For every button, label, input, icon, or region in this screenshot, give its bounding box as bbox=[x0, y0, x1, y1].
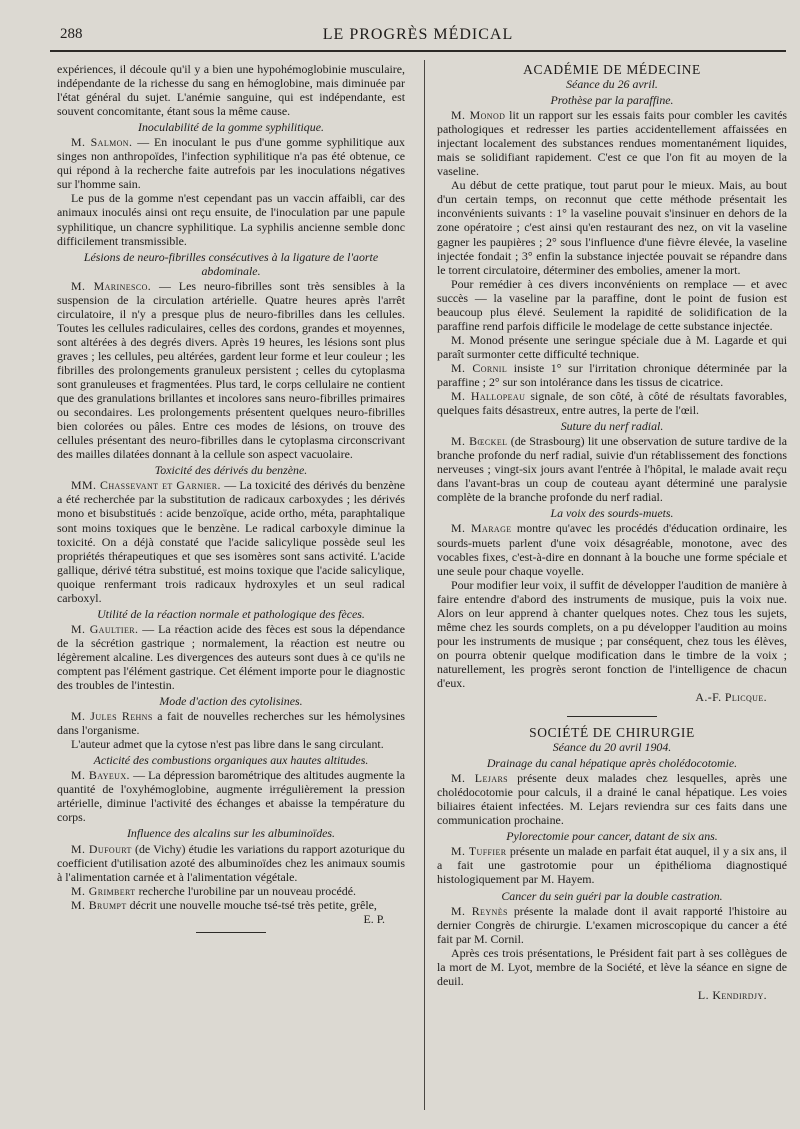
paragraph-text: (de Strasbourg) lit une observation de suture tardive de la branche profonde du nerf radial, suivie d'un rétablissement des fonctions nerveuses ; vingt-six jours avant l'entrée à l'hôpital, le malade avait reçu dans l'avant-bras un coup de couteau ayant déterminé une paralysie complète de la branche profonde du nerf radial. bbox=[437, 434, 787, 505]
section-heading: Influence des alcalins sur les albuminoïdes. bbox=[126, 826, 336, 841]
section-heading: Mode d'action des cytolisines. bbox=[159, 694, 303, 709]
paragraph bbox=[57, 898, 405, 912]
paragraph-text: a fait de nouvelles recherches sur les hémolysines dans l'organisme. bbox=[57, 709, 405, 738]
signature: A.-F. Plicque. bbox=[695, 690, 767, 705]
paragraph: Le pus de la gomme n'est cependant pas un vaccin affaibli, car des animaux inoculés ainsi ont reçu ensuite, de l'inoculation par une papule syphilitique, un chancre syphilitique. La syphilis ancienne semble donc difficilement transmissible. bbox=[57, 191, 405, 248]
end-rule bbox=[196, 932, 266, 933]
session-date: Séance du 26 avril. bbox=[566, 77, 658, 91]
section-heading: Utilité de la réaction normale et pathologique des fèces. bbox=[97, 606, 365, 621]
author-name: M. Bayeux. bbox=[71, 768, 130, 783]
paragraph-text: présente un malade en parfait état auquel, il y a six ans, il a fait une gastrotomie pour un épithélioma diagnostiqué histologiquement par M. Hayem. bbox=[437, 844, 787, 887]
section-heading: La voix des sourds-muets. bbox=[550, 506, 674, 521]
intro-paragraph: expériences, il découle qu'il y a bien une hypohémoglobinie musculaire, indépendante de la richesse du sang en hémoglobine, mais diminuée par l'état général du sujet. L'anémie sanguine, qui est indépendante, est souvent concomitante, étant sous la même cause. bbox=[57, 62, 405, 119]
paragraph bbox=[57, 768, 405, 824]
society-title: ACADÉMIE DE MÉDECINE bbox=[523, 62, 701, 77]
section-heading: Lésions de neuro-fibrilles consécutives à la ligature de l'aorte abdominale. bbox=[83, 249, 379, 278]
paragraph bbox=[437, 361, 787, 389]
section-heading: Pylorectomie pour cancer, datant de six ans. bbox=[506, 829, 718, 844]
section-heading: Acticité des combustions organiques aux hautes altitudes. bbox=[93, 753, 369, 768]
section-heading: Prothèse par la paraffine. bbox=[550, 93, 674, 108]
author-name: M. Dufourt bbox=[71, 841, 132, 856]
paragraph bbox=[57, 842, 405, 884]
paragraph-text: — En inoculant le pus d'une gomme syphilitique aux singes non anthropoïdes, l'infection syphilitique n'a pas été obtenue, ce qui répond à la recherche faite autrefois par les inoculations négatives sur l'homme sain. bbox=[57, 135, 405, 192]
paragraph bbox=[57, 622, 405, 692]
section-heading: Toxicité des dérivés du benzène. bbox=[154, 463, 308, 478]
paragraph-text: recherche l'urobiline par un nouveau procédé. bbox=[135, 883, 356, 898]
paragraph-text: — La toxicité des dérivés du benzène a été recherchée par la substitution de radicaux carboxydes ; les dérivés mono et bisubstitués : acide benzoïque, acide ortho, méta, paraphtalique sont moins toxiques que le benzène. Le radical carboxyle diminue la toxicité. On a déjà constaté que l'acide salicylique possède seul les propriétés thérapeutiques et que ses isomères sont sans activité. L'acide gallique, dérivé tétra substitué, est moins toxique que l'acide salicylique, quoique renfermant trois radicaux hydroxyles et un seul radical carboxyl. bbox=[57, 478, 405, 605]
author-name: M. Brumpt bbox=[71, 897, 127, 912]
author-name: M. Hallopeau bbox=[451, 389, 526, 404]
paragraph bbox=[57, 884, 405, 898]
paragraph bbox=[57, 279, 405, 462]
author-name: M. Cornil bbox=[451, 360, 508, 375]
paragraph-text: — Les neuro-fibrilles sont très sensibles à la suspension de la circulation artérielle. Quatre heures après l'arrêt circulatoire, il n'y a presque plus de neuro-fibrilles dans les cellules. Toutes les cellules radiculaires, celles des cordons, grandes et moyennes, sont altérées à des degrés divers. Après 19 heures, les lésions sont plus graves ; les cellules, peu altérées, gardent leur forme et leur couleur ; les fibrilles des prolongements granuleux persistent ; celles du cytoplasma sont granuleuses et fragmentées. Plus tard, le corps cellulaire ne contient que des granulations brillantes et incolores sans neuro-fibrilles primaires ou secondaires. Les prolongements présentent quelques neuro-fibrilles bien colorées ou pâles. Entre ces modes de lésions, on trouve des cellules présentant des neuro-fibrilles dans le cytoplasma circonscrivant des mailles dilatées donnant à la cellule son aspect vacuolaire. bbox=[57, 278, 405, 462]
paragraph bbox=[57, 709, 405, 737]
author-name: M. Salmon. bbox=[71, 135, 133, 150]
paragraph bbox=[437, 521, 787, 577]
paragraph bbox=[437, 389, 787, 417]
author-name: M. Jules Rehns bbox=[71, 709, 153, 724]
paragraph bbox=[57, 135, 405, 191]
paragraph bbox=[437, 434, 787, 504]
paragraph: M. Monod présente une seringue spéciale due à M. Lagarde et qui paraît surmonter cette difficulté technique. bbox=[437, 332, 787, 361]
session-date: Séance du 20 avril 1904. bbox=[552, 740, 672, 755]
author-name: M. Marinesco. bbox=[71, 278, 152, 293]
paragraph bbox=[57, 478, 405, 604]
column-divider bbox=[424, 60, 425, 1110]
paragraph: L'auteur admet que la cytose n'est pas libre dans le sang circulant. bbox=[71, 737, 384, 752]
paragraph bbox=[437, 844, 787, 886]
paragraph-text: (de Vichy) étudie les variations du rapport azoturique du coefficient d'utilisation azoté des albuminoïdes chez les animaux soumis à l'alimentation carnée et à l'alimentation végétale. bbox=[57, 841, 405, 884]
society-title: SOCIÉTÉ DE CHIRURGIE bbox=[529, 725, 695, 741]
author-name: M. Bœckel bbox=[451, 434, 508, 449]
page-header bbox=[50, 26, 786, 50]
paragraph bbox=[437, 771, 787, 827]
section-rule bbox=[567, 716, 657, 717]
paragraph bbox=[437, 904, 787, 946]
right-column bbox=[437, 62, 787, 1002]
paragraph-text: lit un rapport sur les essais faits pour combler les cavités pathologiques et redresser les parties accidentellement affaissées en injectant localement des substances rendues momentanément liquides, mais se solidifiant rapidement. C'est ce que l'on fit au moyen de la vaseline. bbox=[437, 108, 787, 179]
author-name: M. Lejars bbox=[451, 771, 509, 786]
paragraph: Pour remédier à ces divers inconvénients on remplace — et avec succès — la vaseline par la paraffine, dont le point de fusion est beaucoup plus élevé. Seulement la rapidité de solidification de la paraffine rend parfois difficile le modelage de cette substance injectée. bbox=[437, 276, 787, 333]
page-number: 288 bbox=[60, 26, 83, 42]
paragraph-text: présente la malade dont il avait rapporté l'histoire au dernier Congrès de chirurgie. L'examen microscopique du cancer a été fait par M. Cornil. bbox=[437, 903, 787, 946]
author-name: M. Grimbert bbox=[71, 883, 136, 898]
section-heading: Suture du nerf radial. bbox=[560, 419, 664, 434]
signature: L. Kendirdjy. bbox=[697, 987, 767, 1002]
left-column bbox=[57, 62, 405, 937]
paragraph-text: décrit une nouvelle mouche tsé-tsé très petite, grêle, bbox=[126, 897, 377, 912]
author-name: M. Marage bbox=[451, 521, 512, 536]
paragraph-text: signale, de son côté, à côté de résultats favorables, quelques faits désastreux, entre autres, la perte de l'œil. bbox=[437, 389, 787, 418]
paragraph-text: montre qu'avec les procédés d'éducation ordinaire, les sourds-muets parlent d'une voix désagréable, monotone, avec des vocables fixes, c'est-à-dire en donnant à la bouche une forme spéciale et une seule pour chaque voyelle. bbox=[437, 521, 787, 578]
paragraph: Pour modifier leur voix, il suffit de développer l'audition de manière à faire entendre d'abord des instruments de musique, puis la voix nue. Alors on leur apprend à chanter quelques notes. Chez tous les sujets, même chez les sourds complets, on a pu développer l'audition au moins pour les instruments de musique ; par conséquent, chez tous les élèves, on pourra obtenir quelque modification dans le timbre de la voix ; naturellement, les progrès seront fonction de l'intelligence de chacun d'eux. bbox=[437, 577, 787, 690]
paragraph-text: insiste 1° sur l'irritation chronique déterminée par la paraffine ; 2° sur son intolérance dans les tissus de cicatrice. bbox=[437, 360, 787, 389]
author-name: M. Monod bbox=[451, 108, 506, 123]
section-heading: Inoculabilité de la gomme syphilitique. bbox=[138, 120, 324, 135]
section-heading: Drainage du canal hépatique après cholédocotomie. bbox=[486, 756, 738, 771]
journal-title: LE PROGRÈS MÉDICAL bbox=[322, 26, 514, 43]
paragraph: Après ces trois présentations, le Président fait part à ses collègues de la mort de M. Lyot, membre de la Société, et lève la séance en signe de deuil. bbox=[437, 945, 787, 988]
paragraph-text: — La dépression barométrique des altitudes augmente la quantité de l'oxyhémoglobine, augmente irrégulièrement la pression artérielle, diminue l'activité des échanges et abaisse la température du corps. bbox=[57, 768, 405, 825]
author-name: M. Gaultier. bbox=[71, 621, 139, 636]
author-name: M. Tuffier bbox=[451, 844, 507, 859]
paragraph bbox=[437, 108, 787, 178]
author-name: MM. Chassevant et Garnier. bbox=[71, 478, 221, 493]
paragraph: Au début de cette pratique, tout parut pour le mieux. Mais, au bout d'un certain temps, on reconnut que cette méthode présentait les inconvénients suivants : 1° la vaseline pouvait s'insinuer en dehors de la zone opératoire ; c'est ainsi qu'en restaurant des nez, on vit la vaseline gagner les paupières ; 2° sous l'influence d'une fièvre élevée, la vaseline injectée fondait ; 3° enfin la substance injectée pouvait se répandre dans le torrent circulatoire, déterminer des embolies, amener la mort. bbox=[437, 178, 787, 277]
paragraph-text: — La réaction acide des fèces est sous la dépendance de la sécrétion gastrique ; normalement, la réaction est neutre ou légèrement alcaline. Les divergences des auteurs sont dues à ce qu'ils ne comptent pas l'élément gastrique. Cet élément importe pour le diagnostic des troubles de l'intestin. bbox=[57, 621, 405, 693]
author-name: M. Reynès bbox=[451, 903, 508, 918]
paragraph-text: présente deux malades chez lesquelles, après une cholédocotomie pour calculs, il a drainé le canal hépatique. Les voies biliaires étaient infectées. M. Lejars reviendra sur ces faits dans une communication prochaine. bbox=[437, 771, 787, 828]
section-heading: Cancer du sein guéri par la double castration. bbox=[501, 888, 723, 903]
header-rule bbox=[50, 50, 786, 52]
signature: E. P. bbox=[363, 911, 385, 926]
